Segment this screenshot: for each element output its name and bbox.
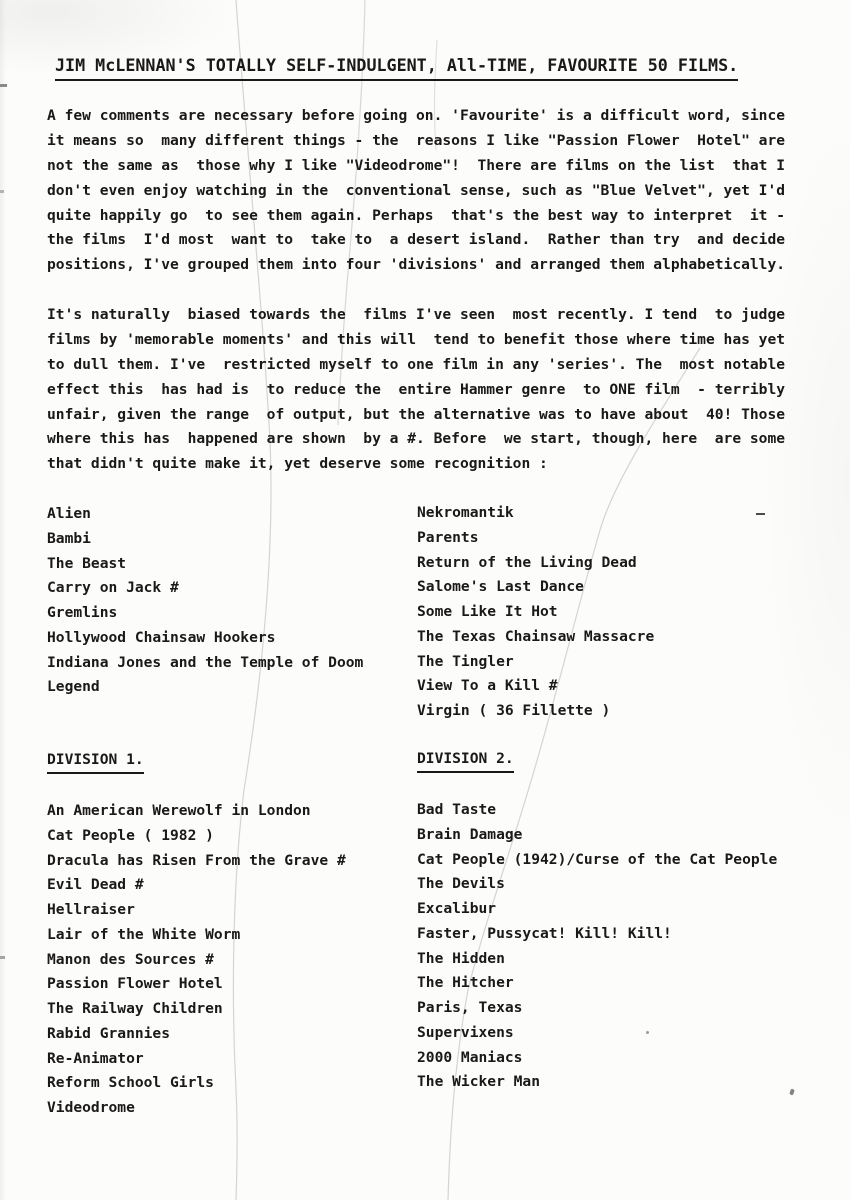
film-title: Nekromantik bbox=[417, 504, 514, 521]
honourable-mentions-left-column bbox=[47, 502, 363, 700]
film-title: Cat People ( 1982 ) bbox=[47, 826, 214, 844]
film-title: Hellraiser bbox=[47, 901, 135, 918]
paragraph-line: quite happily go to see them again. Perhaps that's the best way to interpret it - bbox=[47, 206, 786, 224]
paragraph-line: where this has happened are shown by a #. Before we start, though, here are some bbox=[47, 430, 786, 448]
left-edge-mark bbox=[0, 84, 7, 87]
film-title: Evil Dead # bbox=[47, 876, 144, 894]
film-title: The Hidden bbox=[417, 949, 505, 967]
paragraph-line: positions, I've grouped them into four 'divisions' and arranged them alphabetically. bbox=[47, 256, 786, 274]
paragraph-line: not the same as those why I like "Videodrome"! There are films on the list that I bbox=[47, 156, 786, 174]
film-title: An American Werewolf in London bbox=[47, 802, 311, 819]
speck-mark bbox=[646, 1031, 649, 1034]
film-title: Manon des Sources # bbox=[47, 950, 214, 968]
left-edge-mark bbox=[0, 190, 4, 193]
intro-paragraph-1 bbox=[47, 104, 785, 278]
film-title: Hollywood Chainsaw Hookers bbox=[47, 628, 276, 646]
film-title: Gremlins bbox=[47, 604, 118, 621]
film-title: Salome's Last Dance bbox=[417, 578, 584, 596]
film-title: Alien bbox=[47, 505, 91, 522]
film-title: Paris, Texas bbox=[417, 999, 523, 1016]
film-title: Some Like It Hot bbox=[417, 603, 558, 620]
film-title: Supervixens bbox=[417, 1023, 514, 1041]
division-2-film-list bbox=[417, 798, 777, 1095]
film-title: Faster, Pussycat! Kill! Kill! bbox=[417, 924, 672, 942]
film-title: Excalibur bbox=[417, 900, 497, 917]
division-1-heading: DIVISION 1. bbox=[47, 751, 144, 774]
film-title: The Wicker Man bbox=[417, 1073, 541, 1091]
film-title: The Texas Chainsaw Massacre bbox=[417, 627, 655, 645]
film-title: Brain Damage bbox=[417, 825, 523, 843]
film-title: Videodrome bbox=[47, 1099, 135, 1116]
film-title: Passion Flower Hotel bbox=[47, 975, 223, 993]
film-title: Parents bbox=[417, 528, 479, 546]
film-title: Reform School Girls bbox=[47, 1074, 214, 1092]
film-title: 2000 Maniacs bbox=[417, 1048, 523, 1066]
film-title: Cat People (1942)/Curse of the Cat People bbox=[417, 850, 778, 868]
paragraph-line: don't even enjoy watching in the conventional sense, such as "Blue Velvet", yet I'd bbox=[47, 181, 786, 199]
film-title: Re-Animator bbox=[47, 1049, 144, 1067]
film-title: The Devils bbox=[417, 875, 505, 893]
film-title: Legend bbox=[47, 678, 100, 696]
film-title: Return of the Living Dead bbox=[417, 553, 637, 571]
division-1-film-list bbox=[47, 799, 346, 1121]
paragraph-line: A few comments are necessary before going on. 'Favourite' is a difficult word, since bbox=[47, 107, 786, 124]
film-title: The Tingler bbox=[417, 652, 514, 670]
film-title: The Hitcher bbox=[417, 974, 514, 992]
speck-mark bbox=[789, 1088, 795, 1095]
paragraph-line: films by 'memorable moments' and this will tend to benefit those where time has yet bbox=[47, 330, 786, 348]
film-title: The Beast bbox=[47, 554, 127, 572]
film-title: Rabid Grannies bbox=[47, 1024, 171, 1042]
paragraph-line: unfair, given the range of output, but the alternative was to have about 40! Those bbox=[47, 405, 786, 423]
division-2-heading: DIVISION 2. bbox=[417, 750, 514, 773]
film-title: The Railway Children bbox=[47, 1000, 223, 1017]
paragraph-line: It's naturally biased towards the films I've seen most recently. I tend to judge bbox=[47, 306, 786, 323]
film-title: Carry on Jack # bbox=[47, 579, 179, 597]
paragraph-line: effect this has had is to reduce the entire Hammer genre to ONE film - terribly bbox=[47, 380, 786, 398]
film-title: Bad Taste bbox=[417, 801, 497, 818]
paragraph-line: it means so many different things - the reasons I like "Passion Flower Hotel" are bbox=[47, 131, 786, 149]
honourable-mentions-right-column bbox=[417, 501, 654, 724]
film-title: Dracula has Risen From the Grave # bbox=[47, 851, 346, 869]
film-title: Virgin ( 36 Fillette ) bbox=[417, 702, 611, 719]
paragraph-line: the films I'd most want to take to a desert island. Rather than try and decide bbox=[47, 231, 786, 249]
film-title: View To a Kill # bbox=[417, 677, 558, 695]
film-title: Indiana Jones and the Temple of Doom bbox=[47, 653, 364, 671]
film-title: Bambi bbox=[47, 529, 91, 547]
intro-paragraph-2 bbox=[47, 303, 785, 477]
film-title: Lair of the White Worm bbox=[47, 925, 241, 943]
page-title: JIM McLENNAN'S TOTALLY SELF-INDULGENT, All-TIME, FAVOURITE 50 FILMS. bbox=[55, 55, 738, 81]
stray-dash-mark bbox=[756, 513, 765, 515]
paragraph-line: that didn't quite make it, yet deserve some recognition : bbox=[47, 455, 548, 473]
paragraph-line: to dull them. I've restricted myself to one film in any 'series'. The most notable bbox=[47, 355, 786, 373]
left-edge-mark bbox=[0, 956, 5, 959]
